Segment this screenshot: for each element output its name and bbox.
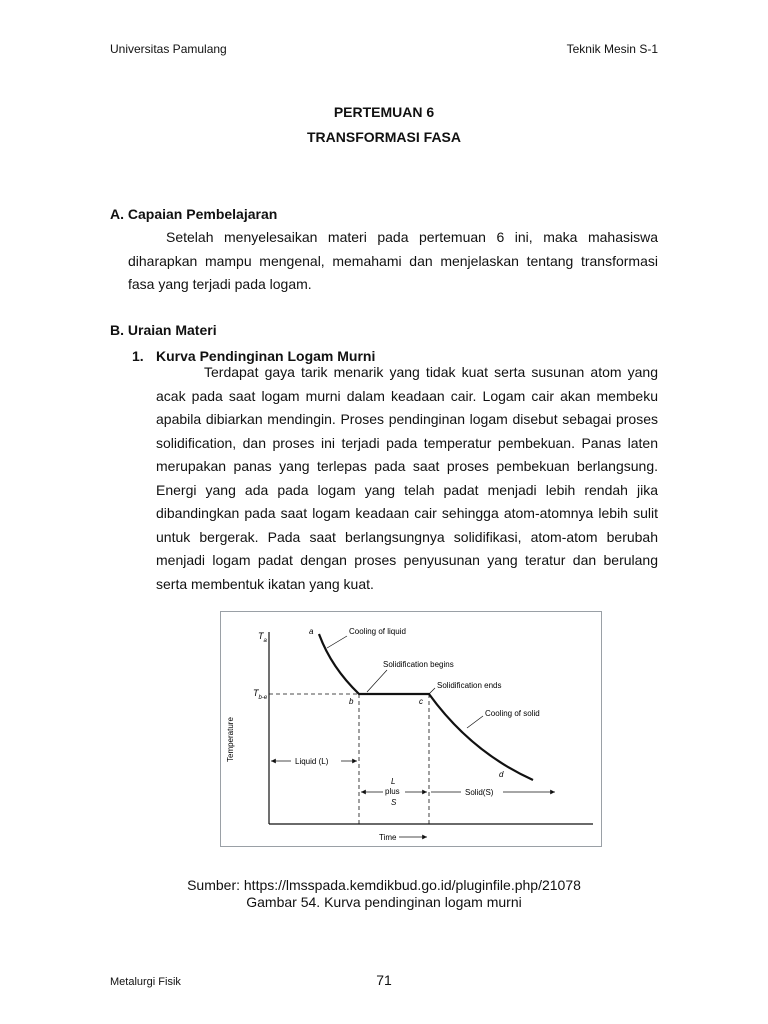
- region-mixed-s: S: [391, 798, 397, 807]
- header-left: Universitas Pamulang: [110, 42, 227, 56]
- section-b-paragraph: Terdapat gaya tarik menarik yang tidak kuat serta susunan atom yang acak pada saat logam murni dalam keadaan cair. Logam cair akan membeku apabila dibiarkan mendingin. Proses pendinginan logam disebut sebagai proses solidification, dan proses ini terjadi pada temperatur pembekuan. Panas laten merupakan panas yang terlepas pada saat proses pembekuan berlangsung. Energi yang ada pada logam yang telah padat menjadi lebih rendah jika dibandingkan pada saat logam keadaan cair sehingga atom-atomnya lebih sulit untuk bergerak. Pada saat berlangsungnya solidifikasi, atom-atom berubah menjadi logam padat dengan proses penyusunan yang teratur dan berulang serta membentuk ikatan yang kuat.: [156, 364, 658, 592]
- point-b-label: b: [349, 697, 354, 706]
- point-d-label: d: [499, 770, 504, 779]
- annotation-solidification-ends: Solidification ends: [437, 681, 502, 690]
- page-title: PERTEMUAN 6: [333, 104, 435, 120]
- section-a-heading: A. Capaian Pembelajaran: [110, 206, 278, 222]
- page-number: 71: [376, 972, 392, 988]
- footer-left: Metalurgi Fisik: [110, 976, 181, 988]
- region-mixed-l: L: [391, 777, 396, 786]
- solid-begins-pointer: [367, 670, 387, 692]
- cooling-solid-pointer: [467, 716, 483, 728]
- section-a-paragraph: Setelah menyelesaikan materi pada pertemuan 6 ini, maka mahasiswa diharapkan mampu mengenal, memahami dan menjelaskan tentang transformasi fasa yang terjadi pada logam.: [128, 229, 658, 292]
- cooling-curve: [319, 634, 533, 780]
- figure-caption: Gambar 54. Kurva pendinginan logam murni: [246, 894, 522, 910]
- y-axis-label: Temperature: [226, 717, 235, 762]
- subsection-title: Kurva Pendinginan Logam Murni: [156, 348, 376, 364]
- section-b-heading: B. Uraian Materi: [110, 322, 217, 338]
- region-liquid-label: Liquid (L): [295, 757, 329, 766]
- cooling-curve-diagram: [221, 612, 601, 846]
- t-level-symbol: $T_{b-e}$: [253, 688, 268, 701]
- region-solid-label: Solid(S): [465, 788, 494, 797]
- annotation-solidification-begins: Solidification begins: [383, 660, 454, 669]
- cooling-liquid-pointer: [327, 636, 347, 648]
- annotation-cooling-solid: Cooling of solid: [485, 709, 540, 718]
- solid-ends-pointer: [429, 688, 435, 694]
- point-a-label: a: [309, 627, 314, 636]
- point-c-label: c: [419, 697, 423, 706]
- annotation-cooling-liquid: Cooling of liquid: [349, 627, 406, 636]
- t-axis-symbol: $T_a$: [258, 631, 267, 644]
- region-mixed-plus: plus: [385, 787, 400, 796]
- x-axis-label: Time: [379, 833, 397, 842]
- cooling-curve-figure: [220, 611, 602, 847]
- figure-source: Sumber: https://lmsspada.kemdikbud.go.id/pluginfile.php/21078: [187, 877, 581, 893]
- page-subtitle: TRANSFORMASI FASA: [307, 129, 461, 145]
- subsection-number: 1.: [132, 348, 144, 364]
- header-right: Teknik Mesin S-1: [566, 42, 658, 56]
